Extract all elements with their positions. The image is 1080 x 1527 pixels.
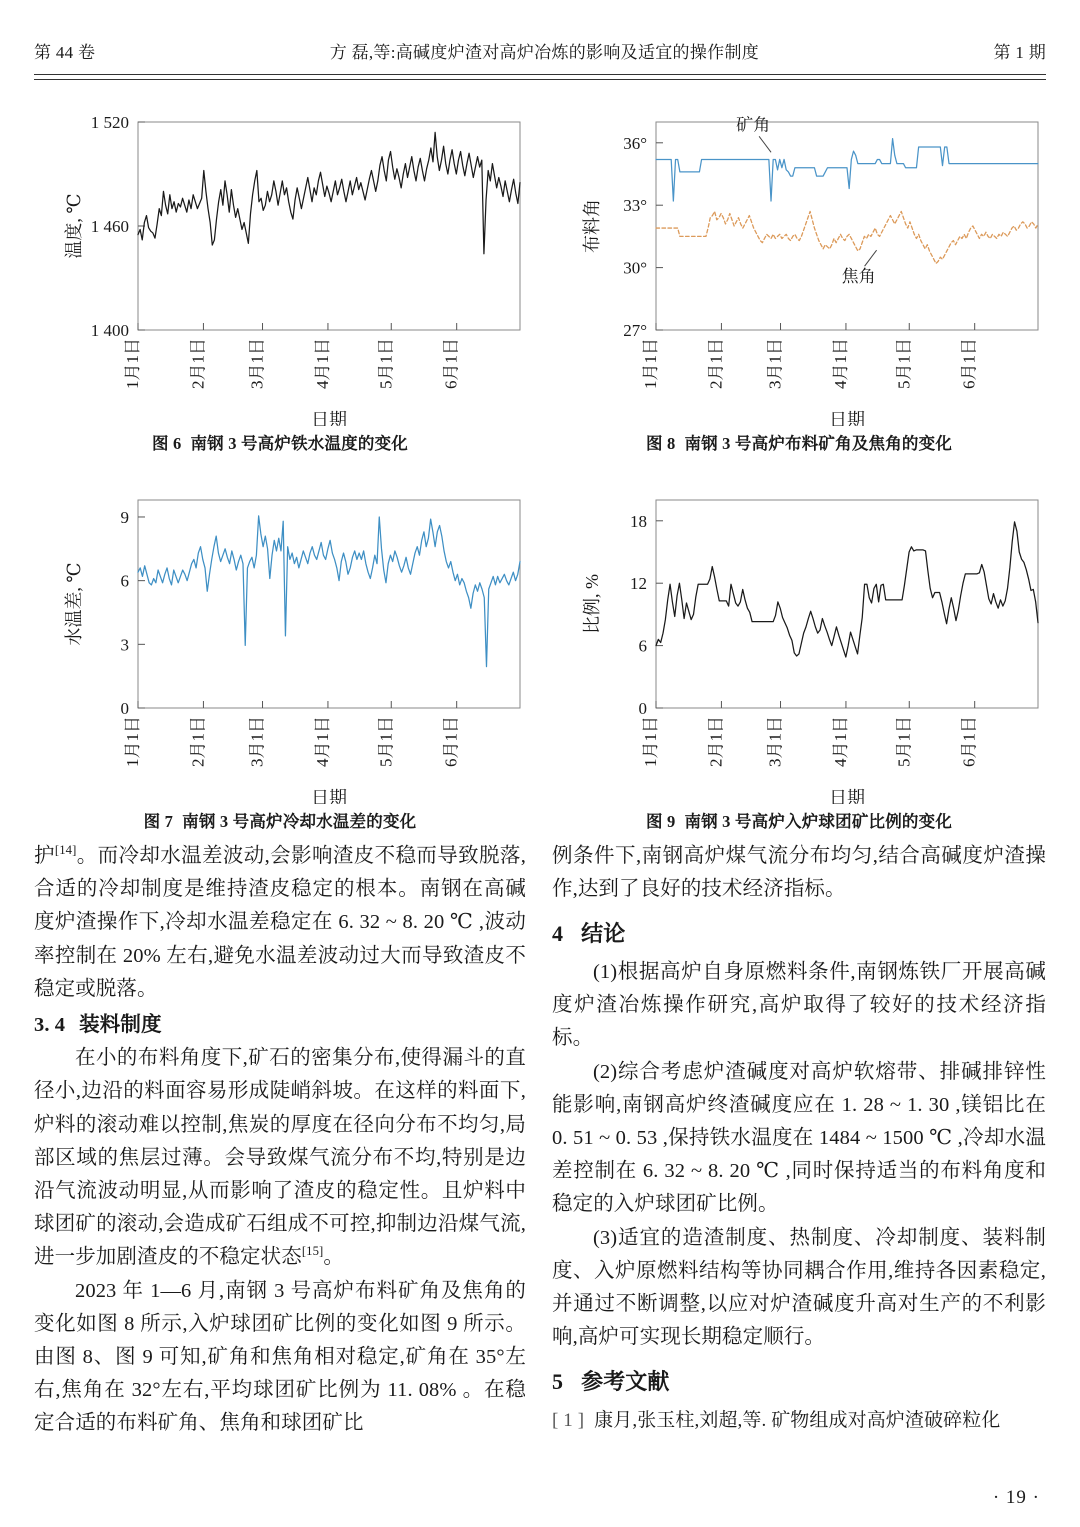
svg-text:温度, ℃: 温度, ℃ <box>64 193 84 259</box>
reference-item-1 <box>552 1406 1046 1436</box>
figure-8 <box>552 98 1046 454</box>
running-head-title: 方 磊,等:高碱度炉渣对高炉冶炼的影响及适宜的操作制度 <box>329 43 760 62</box>
svg-text:18: 18 <box>630 511 647 531</box>
figure-8-caption <box>552 430 1046 454</box>
paragraph-gasflow: 例条件下,南钢高炉煤气流分布均匀,结合高碱度炉渣操作,达到了良好的技术经济指标。 <box>552 845 1046 901</box>
figure-7-plot <box>34 476 526 804</box>
paragraph-charging: 在小的布料角度下,矿石的密集分布,使得漏斗的直径小,边沿的料面容易形成陡峭斜坡。在这样的料面下,炉料的滚动难以控制,焦炭的厚度在径向分布不均匀,局部区域的焦层过薄。会导致煤气流分布不均,特别是边沿气流波动明显,从而影响了渣皮的稳定性。且炉料中球团矿的滚动,会造成矿石组成不可控,抑制边沿煤气流,进一步加剧渣皮的不稳定状态[15]。 <box>34 1047 526 1269</box>
figure-9-caption <box>552 808 1046 832</box>
svg-text:6: 6 <box>638 636 647 656</box>
svg-text:0: 0 <box>120 699 129 718</box>
svg-text:5月1日: 5月1日 <box>376 716 396 767</box>
section-heading-3-4 <box>34 1008 526 1042</box>
figure-7-caption <box>34 808 526 832</box>
figure-6 <box>34 98 526 454</box>
svg-text:3月1日: 3月1日 <box>765 716 785 767</box>
conclusion-3: (3)适宜的造渣制度、热制度、冷却制度、装料制度、入炉原燃料结构等协同耦合作用,维持各因素稳定,并通过不断调整,以应对炉渣碱度升高对生产的不利影响,高炉可实现长期稳定顺行。 <box>552 1226 1046 1349</box>
svg-text:27°: 27° <box>623 321 647 340</box>
svg-text:1月1日: 1月1日 <box>123 716 142 767</box>
section-5-number: 5 <box>552 1369 564 1395</box>
reference-1-text: 康月,张玉柱,刘超,等. 矿物组成对高炉渣破碎粒化 <box>594 1410 1001 1432</box>
svg-text:3月1日: 3月1日 <box>247 338 267 389</box>
svg-text:33°: 33° <box>623 196 647 216</box>
svg-text:1 460: 1 460 <box>90 217 129 236</box>
svg-text:6: 6 <box>120 571 129 591</box>
conclusion-2: (2)综合考虑炉渣碱度对高炉软熔带、排碱排锌性能影响,南钢高炉终渣碱度应在 1. 28 ~ 1. 30 ,镁铝比在 0. 51 ~ 0. 53 ,保持铁水温度在 1484 ~ 1500 ℃ ,冷却水温差控制在 6. 32 ~ 8. 20 ℃ ,同时保持适当的布料角度和稳定的入炉球团矿比例。 <box>552 1060 1046 1216</box>
svg-text:3月1日: 3月1日 <box>765 338 785 389</box>
right-column-body <box>552 840 1046 1436</box>
svg-text:2月1日: 2月1日 <box>706 716 726 767</box>
figure-9-caption-text: 南钢 3 号高炉入炉球团矿比例的变化 <box>684 812 953 831</box>
svg-text:1月1日: 1月1日 <box>123 338 142 389</box>
svg-text:0: 0 <box>638 699 647 718</box>
figure-9 <box>552 476 1046 832</box>
header-rule <box>34 74 1046 80</box>
svg-text:6月1日: 6月1日 <box>959 338 979 389</box>
running-head-volume: 第 44 卷 <box>34 43 96 62</box>
svg-text:水温差, ℃: 水温差, ℃ <box>64 562 84 646</box>
paragraph-angles: 2023 年 1—6 月,南钢 3 号高炉布料矿角及焦角的变化如图 8 所示,入炉球团矿比例的变化如图 9 所示。由图 8、图 9 可知,矿角和焦角相对稳定,矿角在 35°左右,焦角在 32°左右,平均球团矿比例为 11. 08% 。在稳定合适的布料矿角、焦角和球团矿比 <box>34 1279 526 1435</box>
figure-8-number: 图 8 <box>645 434 676 453</box>
figure-7-caption-text: 南钢 3 号高炉冷却水温差的变化 <box>182 812 417 831</box>
section-3-4-title: 装料制度 <box>79 1013 162 1037</box>
page-number: · 19 · <box>992 1487 1040 1508</box>
svg-text:3: 3 <box>120 635 129 655</box>
svg-text:矿角: 矿角 <box>736 115 771 135</box>
svg-text:日期: 日期 <box>829 788 865 804</box>
figure-8-plot <box>552 98 1046 426</box>
svg-text:4月1日: 4月1日 <box>830 338 850 389</box>
section-5-title: 参考文献 <box>581 1369 670 1395</box>
figure-6-plot <box>34 98 526 426</box>
svg-text:5月1日: 5月1日 <box>894 716 914 767</box>
figure-9-number: 图 9 <box>645 812 676 831</box>
section-4-number: 4 <box>552 921 564 947</box>
svg-text:5月1日: 5月1日 <box>894 338 914 389</box>
svg-text:6月1日: 6月1日 <box>441 338 461 389</box>
section-4-title: 结论 <box>581 921 626 947</box>
svg-text:4月1日: 4月1日 <box>830 716 850 767</box>
svg-text:日期: 日期 <box>829 410 865 426</box>
figure-6-caption <box>34 430 526 454</box>
reference-1-number: [ 1 ] <box>552 1410 585 1432</box>
svg-text:6月1日: 6月1日 <box>441 716 461 767</box>
svg-text:1 400: 1 400 <box>90 321 129 340</box>
figure-9-plot <box>552 476 1046 804</box>
svg-text:1月1日: 1月1日 <box>641 716 660 767</box>
left-column-body <box>34 840 526 1441</box>
svg-text:2月1日: 2月1日 <box>188 716 208 767</box>
svg-text:3月1日: 3月1日 <box>247 716 267 767</box>
svg-text:12: 12 <box>630 574 647 594</box>
section-heading-4 <box>552 916 1046 952</box>
svg-text:6月1日: 6月1日 <box>959 716 979 767</box>
paragraph-cooling: 护[14]。而冷却水温差波动,会影响渣皮不稳而导致脱落,合适的冷却制度是维持渣皮稳定的根本。南钢在高碱度炉渣操作下,冷却水温差稳定在 6. 32 ~ 8. 20 ℃ ,波动率控制在 20% 左右,避免水温差波动过大而导致渣皮不稳定或脱落。 <box>34 843 526 1000</box>
svg-text:焦角: 焦角 <box>841 267 876 287</box>
figure-6-caption-text: 南钢 3 号高炉铁水温度的变化 <box>190 434 408 453</box>
svg-text:2月1日: 2月1日 <box>188 338 208 389</box>
svg-text:5月1日: 5月1日 <box>376 338 396 389</box>
figure-7 <box>34 476 526 832</box>
right-column <box>552 98 1046 1436</box>
svg-text:1月1日: 1月1日 <box>641 338 660 389</box>
figure-6-number: 图 6 <box>152 434 182 453</box>
svg-text:4月1日: 4月1日 <box>312 716 332 767</box>
figure-8-caption-text: 南钢 3 号高炉布料矿角及焦角的变化 <box>684 434 953 453</box>
svg-text:1 520: 1 520 <box>90 113 129 132</box>
section-heading-5 <box>552 1364 1046 1400</box>
left-column <box>34 98 526 1441</box>
svg-text:36°: 36° <box>623 133 647 153</box>
svg-text:布料角: 布料角 <box>582 199 602 253</box>
svg-text:比例, %: 比例, % <box>582 574 602 634</box>
running-head <box>34 38 1046 63</box>
svg-text:30°: 30° <box>623 258 647 278</box>
svg-text:日期: 日期 <box>311 410 347 426</box>
svg-text:日期: 日期 <box>311 788 347 804</box>
svg-text:4月1日: 4月1日 <box>312 338 332 389</box>
figure-7-number: 图 7 <box>143 812 174 831</box>
conclusion-1: (1)根据高炉自身原燃料条件,南钢炼铁厂开展高碱度炉渣冶炼操作研究,高炉取得了较好的技术经济指标。 <box>552 961 1046 1050</box>
svg-text:2月1日: 2月1日 <box>706 338 726 389</box>
svg-text:9: 9 <box>120 507 129 527</box>
running-head-issue: 第 1 期 <box>993 43 1046 62</box>
section-3-4-number: 3. 4 <box>34 1014 66 1037</box>
